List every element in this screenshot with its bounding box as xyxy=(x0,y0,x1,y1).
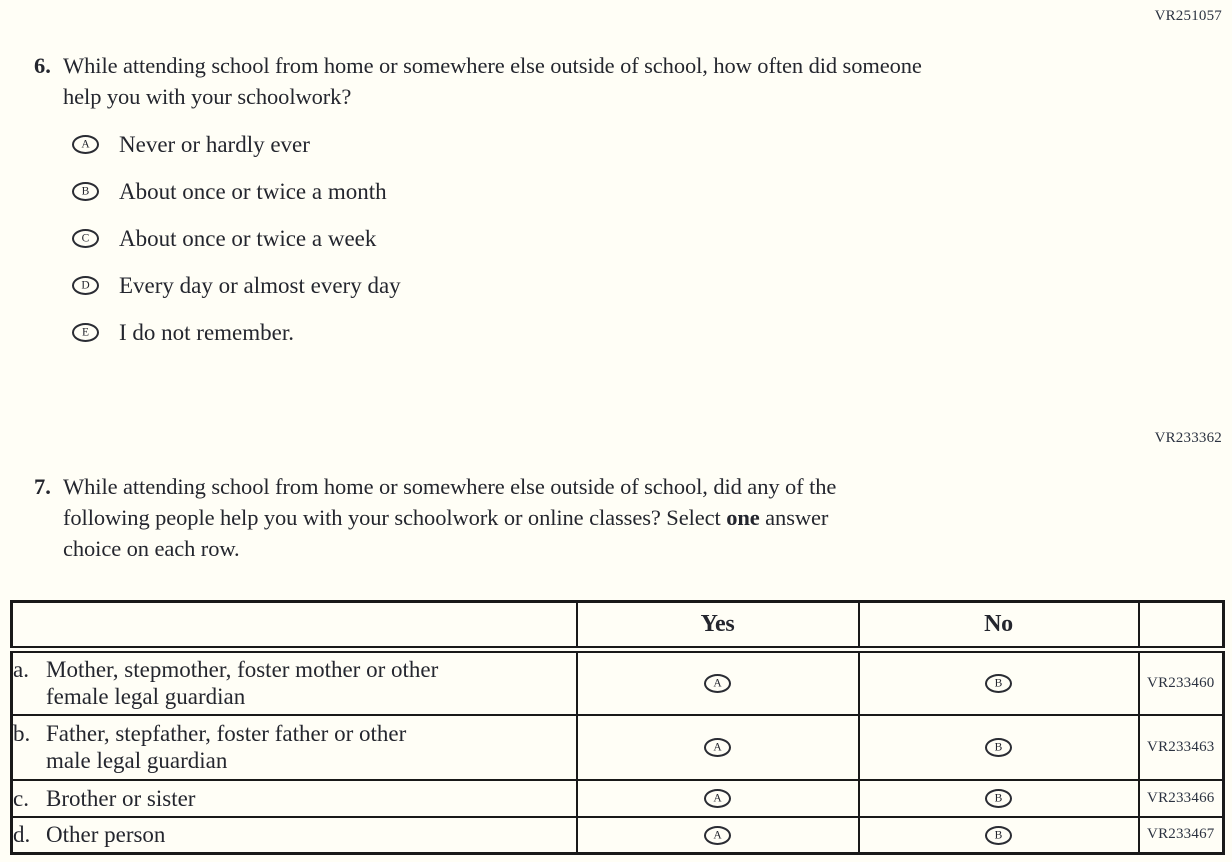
bubble-letter: A xyxy=(713,741,722,754)
answer-bubble-e[interactable] xyxy=(72,323,99,342)
bubble-letter: B xyxy=(81,185,90,198)
header-blank-cell xyxy=(12,602,577,650)
option-d xyxy=(72,274,401,297)
row-d-code: VR233467 xyxy=(1139,817,1224,854)
row-c-no-bubble[interactable] xyxy=(985,789,1012,808)
row-a-label-line-2: female legal guardian xyxy=(46,684,246,710)
row-d-letter: d. xyxy=(13,822,31,848)
row-d-label xyxy=(46,821,165,848)
row-d-no-bubble[interactable] xyxy=(985,826,1012,845)
row-a-no-bubble[interactable] xyxy=(985,674,1012,693)
row-d-no-cell xyxy=(859,817,1139,854)
question-6-options xyxy=(72,133,401,368)
bubble-letter: A xyxy=(713,792,722,805)
question-6-number: 6. xyxy=(34,53,51,78)
bubble-letter: A xyxy=(713,829,722,842)
question-6-line-2: help you with your schoolwork? xyxy=(63,84,352,109)
question-7-line-2-prefix: following people help you with your schoolwork or online classes? Select xyxy=(63,505,727,530)
row-c-code: VR233466 xyxy=(1139,780,1224,817)
question-7 xyxy=(34,471,1093,564)
row-a-label-line-1: Mother, stepmother, foster mother or other xyxy=(46,657,439,683)
row-b-letter: b. xyxy=(13,721,31,746)
answer-bubble-b[interactable] xyxy=(72,182,99,201)
table-row-a xyxy=(12,650,1224,715)
question-7-number: 7. xyxy=(34,474,51,499)
table-row-b xyxy=(12,715,1224,780)
table-row-d xyxy=(12,817,1224,854)
row-a-label-cell xyxy=(12,650,577,715)
question-7-line-1: While attending school from home or somewhere else outside of school, did any of the xyxy=(63,474,837,499)
row-d-yes-bubble[interactable] xyxy=(704,826,731,845)
row-d-yes-cell xyxy=(577,817,859,854)
row-d-label-cell xyxy=(12,817,577,854)
header-no: No xyxy=(859,602,1139,650)
form-code-top: VR251057 xyxy=(1154,8,1222,24)
row-b-label xyxy=(46,720,406,774)
bubble-letter: D xyxy=(81,279,90,292)
answer-bubble-a[interactable] xyxy=(72,135,99,154)
row-c-label xyxy=(46,785,195,812)
row-c-label-cell xyxy=(12,780,577,817)
question-7-line-2 xyxy=(63,502,1093,533)
option-b-label: About once or twice a month xyxy=(119,178,387,204)
table-row-c xyxy=(12,780,1224,817)
row-c-yes-cell xyxy=(577,780,859,817)
row-b-yes-cell xyxy=(577,715,859,780)
row-b-no-bubble[interactable] xyxy=(985,738,1012,757)
option-c xyxy=(72,227,401,250)
bubble-letter: A xyxy=(81,138,90,151)
row-a-label xyxy=(46,656,438,710)
answer-bubble-d[interactable] xyxy=(72,276,99,295)
row-d-label-line-1: Other person xyxy=(46,822,166,848)
option-d-label: Every day or almost every day xyxy=(119,272,401,298)
question-6-line-1: While attending school from home or somewhere else outside of school, how often did someone xyxy=(63,53,922,78)
header-code-cell xyxy=(1139,602,1224,650)
row-a-code: VR233460 xyxy=(1139,650,1224,715)
row-c-letter: c. xyxy=(13,785,29,811)
form-code-question-7: VR233362 xyxy=(1154,430,1222,446)
option-e-label: I do not remember. xyxy=(119,319,295,345)
answer-bubble-c[interactable] xyxy=(72,229,99,248)
option-a-label: Never or hardly ever xyxy=(119,131,310,157)
row-a-yes-cell xyxy=(577,650,859,715)
row-c-yes-bubble[interactable] xyxy=(704,789,731,808)
question-7-table xyxy=(10,600,1225,855)
option-e xyxy=(72,321,401,344)
bubble-letter: B xyxy=(994,741,1003,754)
row-b-yes-bubble[interactable] xyxy=(704,738,731,757)
option-c-label: About once or twice a week xyxy=(119,225,377,251)
question-7-bold-word: one xyxy=(726,505,760,530)
bubble-letter: B xyxy=(994,792,1003,805)
question-7-line-2-suffix: answer xyxy=(759,505,829,530)
table-header-row xyxy=(12,602,1224,650)
row-a-letter: a. xyxy=(13,657,29,683)
row-c-no-cell xyxy=(859,780,1139,817)
bubble-letter: A xyxy=(713,677,722,690)
row-c-label-line-1: Brother or sister xyxy=(46,785,196,811)
header-yes: Yes xyxy=(577,602,859,650)
row-b-no-cell xyxy=(859,715,1139,780)
row-b-label-cell xyxy=(12,715,577,780)
row-b-label-line-2: male legal guardian xyxy=(46,748,228,773)
question-6 xyxy=(34,50,1093,112)
bubble-letter: B xyxy=(994,677,1003,690)
row-a-no-cell xyxy=(859,650,1139,715)
row-a-yes-bubble[interactable] xyxy=(704,674,731,693)
option-a xyxy=(72,133,401,156)
bubble-letter: E xyxy=(81,326,90,339)
question-6-text xyxy=(63,50,1093,112)
option-b xyxy=(72,180,401,203)
question-7-text xyxy=(63,471,1093,564)
row-b-code: VR233463 xyxy=(1139,715,1224,780)
bubble-letter: B xyxy=(994,829,1003,842)
question-7-line-3: choice on each row. xyxy=(63,536,240,561)
bubble-letter: C xyxy=(81,232,90,245)
row-b-label-line-1: Father, stepfather, foster father or other xyxy=(46,721,407,746)
